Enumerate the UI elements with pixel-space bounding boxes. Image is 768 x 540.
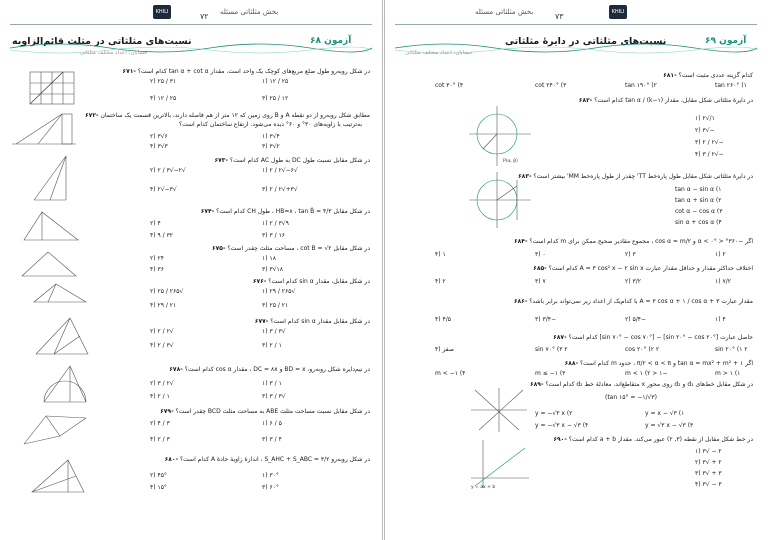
right-page [384, 0, 767, 540]
option[interactable]: √۲ / ۳ (۲ [150, 380, 174, 387]
option[interactable]: √۳+√۲ / ۲ (۳ [262, 186, 298, 193]
option[interactable]: −√۳ (۲ [695, 127, 715, 134]
option[interactable]: tan ۱۹۰° (۲ [625, 82, 657, 89]
option[interactable]: ۱ / ۲ (۳ [262, 342, 282, 349]
option[interactable]: cot α − cos α (۳ [675, 208, 723, 215]
option[interactable]: ۳ / ۲ (۴ [150, 436, 170, 443]
option[interactable]: −۱ < m < ۱ (۲ [625, 370, 668, 377]
triangle-figure-677 [32, 314, 92, 358]
option[interactable]: ۱۲ / ۲۵ (۳ [262, 95, 289, 102]
point-label: P(α, β) [503, 159, 518, 164]
question-677: در شکل مقابل مقدار sin α کدام است؟ -۶۷۷ [254, 318, 370, 325]
lines-figure-689 [469, 386, 529, 434]
page-number: ۷۲ [200, 12, 209, 21]
option[interactable]: ۳۱ / ۲۵ (۲ [150, 78, 177, 85]
option[interactable]: ۴ (۱ [715, 316, 726, 323]
question-689: در شکل مقابل خط‌های d₁ و d₂ روی محور x متقاطع‌اند. معادلهٔ خط d₂ کدام است؟ -۶۸۹ [529, 381, 753, 388]
option[interactable]: ۲√۳ (۳ [262, 143, 280, 150]
option[interactable]: ۱/√۲ (۱ [695, 115, 715, 122]
question-689-hint: (tan ۱۵° = −۱/√۳) [604, 394, 657, 401]
option[interactable]: tan α + sin α (۲ [675, 197, 722, 204]
question-672: مطابق شکل روبه‌رو از دو نقطه A و B روی زمین که ۱۲ متر از هم فاصله دارند، بالاترین قسمت یک ساختمان -۶۷۲ [85, 112, 370, 119]
header-rule [395, 24, 757, 25]
option[interactable]: ۳/۲ (۲ [625, 278, 641, 285]
page-number: ۷۳ [555, 12, 564, 21]
option[interactable]: ۲۱ / ۲۹ (۴ [150, 302, 177, 309]
question-675: در شکل مقابل cot B = √۲ ، مساحت مثلث چقدر است؟ -۶۷۵ [211, 245, 370, 252]
option[interactable]: √۳−√۲ (۴ [150, 186, 177, 193]
publisher-logo: KHILI [609, 5, 627, 19]
option[interactable]: ۲ (۴ [435, 278, 446, 285]
option[interactable]: √۶−√۲ / ۲ (۱ [262, 167, 298, 174]
option[interactable]: ۲۵ / ۱۲ (۱ [262, 78, 289, 85]
option[interactable]: ۲ sin ۷۰° (۳ [535, 346, 568, 353]
question-685: اختلاف حداکثر مقدار و حداقل مقدار عبارت A = ۳ cos² x − ۲ sin x کدام است؟ -۶۸۵ [533, 265, 753, 272]
option[interactable]: ۱۸ (۱ [262, 255, 276, 262]
subnote: حسابان: اعداد مختلف مثلثاتی [405, 50, 473, 56]
question-672-line2: به‌ترتیب با زاویه‌های ۳۰° و ۶۰° دیده می‌شود. ارتفاع ساختمان کدام است؟ [178, 121, 362, 128]
option[interactable]: √۲۶۵ / ۲۹ (۱ [262, 288, 296, 295]
option[interactable]: ۹√۳ / ۲ (۱ [262, 220, 289, 227]
question-678: در نیم‌دایره شکل روبه‌رو، BD = x و DC = ۸x ، مقدار cos α کدام است؟ -۶۷۸ [169, 366, 370, 373]
option[interactable]: ۳۲ / ۹ (۴ [150, 232, 174, 239]
option[interactable]: ۶۰° (۳ [262, 484, 279, 491]
question-671: در شکل روبه‌رو طول ضلع مربع‌های کوچک یک واحد است. مقدار tan α + cot α کدام است؟ -۶۷۱ [122, 68, 370, 75]
option[interactable]: ۱ / ۳ (۱ [262, 380, 282, 387]
option[interactable]: ۷/۲ (۱ [715, 278, 731, 285]
test-number: آزمون ۶۸ [310, 36, 352, 46]
option[interactable]: √۳ / ۳ (۱ [262, 328, 286, 335]
option[interactable]: √۲۶۵ / ۲۵ (۲ [150, 288, 184, 295]
question-683: در دایرهٔ مثلثاتی شکل مقابل طول پاره‌خط TT' چقدر از طول پاره‌خط MM' بیشتر است؟ -۶۸۳ [518, 173, 753, 180]
option[interactable]: ۱ / ۲ (۴ [150, 393, 170, 400]
header-rule [10, 24, 372, 25]
option[interactable]: ۳ / ۴ (۲ [150, 420, 170, 427]
triangle-figure-679 [20, 410, 90, 450]
option[interactable]: ۱۸√۳ (۳ [262, 266, 283, 273]
option[interactable]: cot ۳۰° (۴ [435, 82, 464, 89]
option[interactable]: ۲۵ / ۱۲ (۴ [150, 95, 177, 102]
question-673: در شکل مقابل نسبت طول DC به طول AC کدام است؟ -۶۷۳ [214, 157, 370, 164]
left-page [0, 0, 383, 540]
option[interactable]: tan ۲۶۰° (۱ [715, 82, 747, 89]
triangle-figure-674 [20, 208, 82, 244]
option[interactable]: y = √۳ x − √۳ (۳ [645, 422, 694, 429]
option[interactable]: ۴√۳ (۱ [262, 133, 280, 140]
option[interactable]: ۳۰° (۱ [262, 472, 279, 479]
line-figure-690 [469, 438, 531, 490]
publisher-logo: KHILI [153, 5, 171, 19]
question-684: اگر −۳۶۰° < α < ۰° و cos α = m/۲ ، مجموع مقادیر صحیح ممکن برای m کدام است؟ -۶۸۴ [513, 238, 753, 245]
option[interactable]: ۲ (۱ [715, 251, 726, 258]
option[interactable]: m ≤ −۱ (۳ [535, 370, 566, 377]
option[interactable]: √۳ / ۲ (۴ [150, 342, 174, 349]
running-head: بخش مثلثاتی مسئله [220, 8, 279, 16]
triangle-figure-673 [30, 152, 75, 204]
option[interactable]: −√۲ / ۳ (۴ [695, 151, 724, 158]
option[interactable]: √۲−√۳ / ۲ (۲ [150, 167, 186, 174]
option[interactable]: ۳۶ (۴ [150, 266, 164, 273]
option[interactable]: ۲۱ / ۲۵ (۳ [262, 302, 289, 309]
question-674: در شکل مقابل HB=۸ ، tan B̂ = ۴/۳ ، طول CH کدام است؟ -۶۷۴ [200, 208, 370, 215]
option[interactable]: √۲ / ۲ (۲ [150, 328, 174, 335]
building-figure [10, 108, 80, 148]
semicircle-figure-678 [40, 362, 90, 406]
option[interactable]: ۳ + √۳ (۳ [695, 470, 722, 477]
option[interactable]: ۷ (۳ [535, 278, 546, 285]
option[interactable]: ۰ (۳ [535, 251, 546, 258]
question-680: در شکل روبه‌رو S_AHC + S_ABC = ۳/۲ ، اندازهٔ زاویهٔ حادهٔ A کدام است؟ -۶۸۰ [164, 456, 370, 463]
option[interactable]: ۴۵° (۲ [150, 472, 167, 479]
option[interactable]: ۳ − √۳ (۴ [695, 481, 722, 488]
option[interactable]: ۲ sin ۲۰° (۱ [715, 346, 748, 353]
question-686: مقدار عبارت A = ۳ cos α + ۱ / cos α + ۳ با کدام‌یک از اعداد زیر نمی‌تواند برابر باشد؟ -۶۸۶ [513, 298, 753, 305]
question-690: در خط شکل مقابل از نقطه (۳, ۲) عبور می‌کند. مقدار a + b کدام است؟ -۶۹۰ [553, 436, 753, 443]
option[interactable]: cot ۲۴۰° (۳ [535, 82, 567, 89]
test-title: نسبت‌های مثلثاتی در مثلث قائم‌الزاویه [12, 36, 192, 47]
option[interactable]: ۴ / ۳ (۳ [262, 436, 282, 443]
question-682: در دایرهٔ مثلثاتی شکل مقابل، مقدار tan α / (k−۱) کدام است؟ -۶۸۲ [578, 97, 753, 104]
triangle-figure-680 [28, 456, 88, 496]
grid-figure [28, 70, 78, 108]
option[interactable]: ۳√۳ (۴ [150, 143, 168, 150]
question-687: حاصل عبارت [sin ۲۰° − cos ۲۰°] − [sin ۷۰° − cos ۷۰°] کدام است؟ -۶۸۷ [553, 334, 753, 341]
option[interactable]: √۳ / ۳ (۳ [262, 393, 286, 400]
option[interactable]: ۱۶ / ۳ (۳ [262, 232, 286, 239]
option[interactable]: tan α − sin α (۱ [675, 186, 722, 193]
triangle-figure-676 [30, 280, 90, 306]
option[interactable]: −√۲ / ۲ (۳ [695, 139, 724, 146]
option[interactable]: ۱ (۴ [435, 251, 446, 258]
question-688: اگر tan α = mx² + m² + ۱ و π/۲ < α < π ، حدود m کدام است؟ -۶۸۸ [564, 360, 753, 367]
triangle-figure-675 [18, 246, 80, 280]
option[interactable]: ۵ / ۶ (۱ [262, 420, 282, 427]
option[interactable]: ۲۴ (۲ [150, 255, 164, 262]
option[interactable]: sin α + cos α (۴ [675, 219, 722, 226]
option[interactable]: ۴/۵ (۴ [435, 316, 451, 323]
option[interactable]: m < −۱ (۴ [435, 370, 466, 377]
option[interactable]: m > ۱ (۱ [715, 370, 741, 377]
subnote: حسابان: اعداد مختلف مثلثاتی [80, 50, 148, 56]
line-label: y = ax + b [471, 485, 496, 490]
unit-circle-figure-683 [467, 170, 533, 230]
option[interactable]: ۱۵° (۴ [150, 484, 167, 491]
option[interactable]: ۲ + √۳ (۲ [695, 459, 722, 466]
question-679: در شکل مقابل نسبت مساحت مثلث ABE به مساحت مثلث BCD چقدر است؟ -۶۷۹ [160, 408, 370, 415]
question-681: کدام گزینه عددی مثبت است؟ -۶۸۱ [663, 72, 753, 79]
unit-circle-figure-682 [467, 104, 533, 168]
question-676: در شکل مقابل، مقدار sin α کدام است؟ -۶۷۶ [252, 278, 370, 285]
option[interactable]: y = −√۳ x (۲ [535, 410, 573, 417]
option[interactable]: ۳ (۲ [625, 251, 636, 258]
running-head: بخش مثلثاتی مسئله [475, 8, 534, 16]
option[interactable]: صفر (۴ [435, 346, 454, 353]
option[interactable]: ۲ cos ۲۰° (۲ [625, 346, 660, 353]
option[interactable]: y = x − √۳ (۱ [645, 410, 685, 417]
option[interactable]: −۵/۴ (۲ [625, 316, 646, 323]
option[interactable]: ۴ (۲ [150, 220, 161, 227]
option[interactable]: y = −√۳ x − √۳ (۴ [535, 422, 589, 429]
option[interactable]: ۶√۳ (۲ [150, 133, 168, 140]
option[interactable]: ۲ − √۳ (۱ [695, 448, 722, 455]
option[interactable]: −۳/۴ (۳ [535, 316, 556, 323]
test-title: نسبت‌های مثلثاتی در دایرهٔ مثلثاتی [505, 36, 667, 47]
decorative-wave [0, 40, 382, 56]
test-number: آزمون ۶۹ [705, 36, 747, 46]
